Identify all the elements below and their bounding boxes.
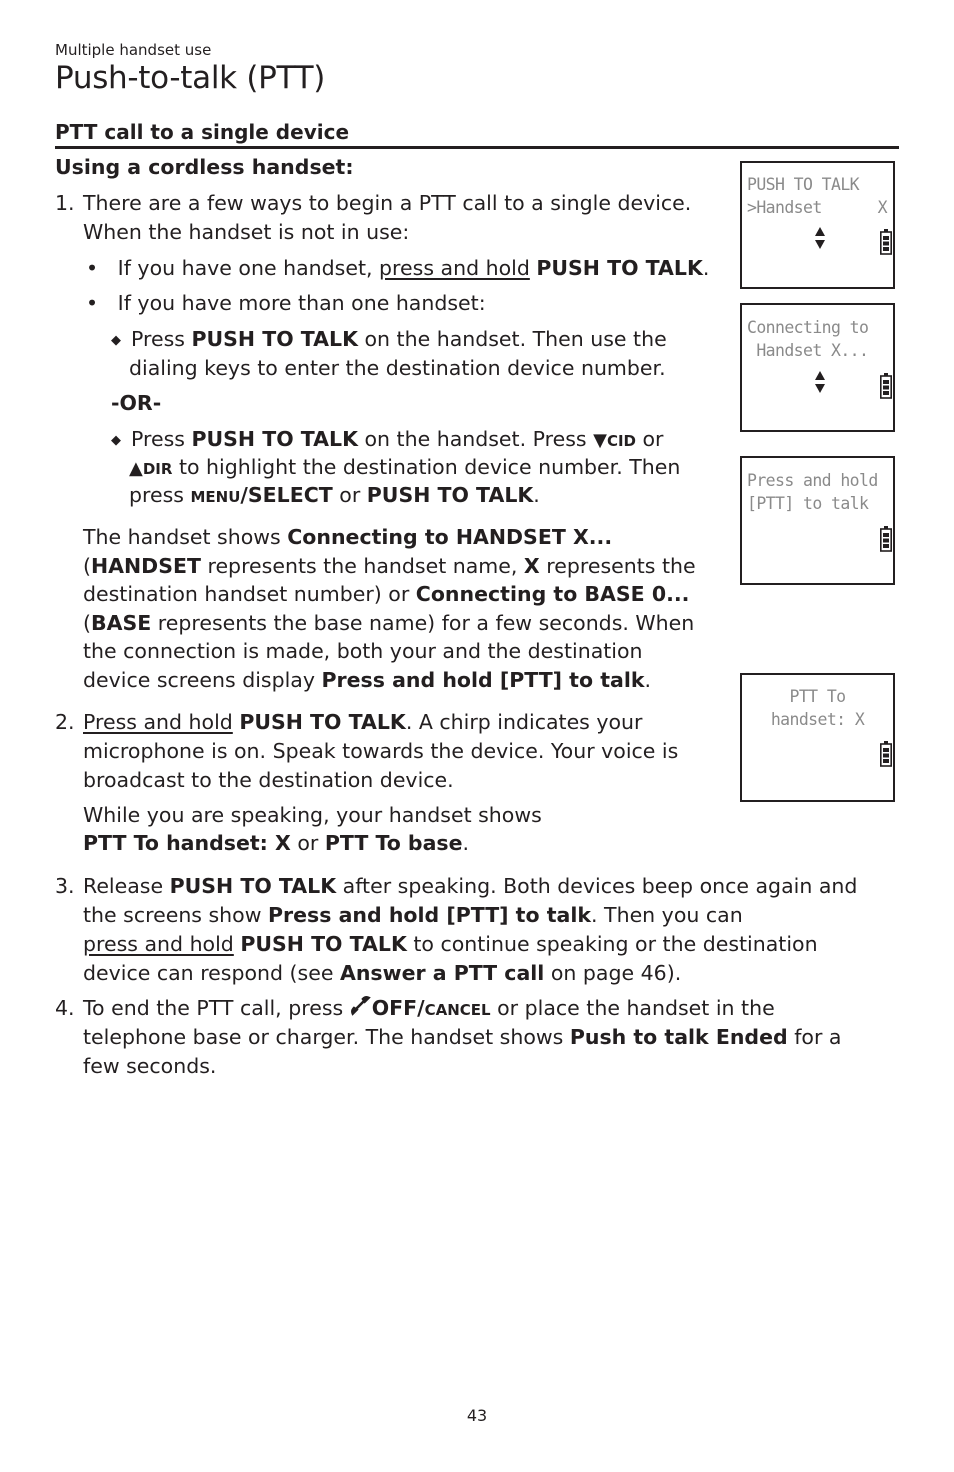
lcd-line2: handset: X <box>770 710 865 729</box>
battery-icon <box>880 741 892 767</box>
step3-line4: device can respond (see Answer a PTT call on page 46). <box>83 961 682 985</box>
step1-line1: There are a few ways to begin a PTT call to a single device. <box>83 191 692 215</box>
battery-icon <box>880 526 892 552</box>
option-item-line3: press MENU/SELECT or PUSH TO TALK. <box>129 483 540 507</box>
step-number: 2. <box>55 710 75 734</box>
step2-line2: microphone is on. Speak towards the device. Your voice is <box>83 739 679 763</box>
lcd-screen <box>740 161 895 289</box>
option-item-line2: ▲DIR to highlight the destination device number. Then <box>129 455 681 479</box>
step2-line5: PTT To handset: X or PTT To base. <box>83 831 470 855</box>
page-title: Push-to-talk (PTT) <box>55 60 326 96</box>
para-line: (BASE represents the base name) for a few seconds. When <box>83 611 695 635</box>
para-line: device screens display Press and hold [PTT] to talk. <box>83 668 652 692</box>
step3-line1: Release PUSH TO TALK after speaking. Both devices beep once again and <box>83 874 858 898</box>
step2-line4: While you are speaking, your handset shows <box>83 803 542 827</box>
step2-line1: Press and hold PUSH TO TALK. A chirp indicates your <box>83 710 643 734</box>
lcd-line1: Connecting to <box>747 318 869 337</box>
divider <box>55 146 899 149</box>
up-down-arrow-icon <box>814 369 826 395</box>
or-label: -OR- <box>111 391 162 415</box>
lcd-line1: PUSH TO TALK <box>747 175 860 194</box>
step3-line2: the screens show Press and hold [PTT] to talk. Then you can <box>83 903 743 927</box>
option-item: ◆ Press PUSH TO TALK on the handset. Then use the <box>111 325 667 356</box>
para-line: (HANDSET represents the handset name, X represents the <box>83 554 696 578</box>
step4-line1: To end the PTT call, press OFF/CANCEL or place the handset in the <box>83 996 775 1020</box>
diamond-bullet-icon: ◆ <box>111 333 121 348</box>
para-line: The handset shows Connecting to HANDSET X... <box>83 525 613 549</box>
battery-icon <box>880 373 892 399</box>
lcd-line1: PTT To <box>789 687 846 706</box>
step-number: 1. <box>55 191 75 215</box>
down-triangle-icon: ▼ <box>593 430 607 451</box>
lcd-line1: Press and hold <box>747 471 878 490</box>
page-number: 43 <box>466 1406 488 1425</box>
lcd-line2: [PTT] to talk <box>747 494 869 513</box>
lcd-line2: Handset X... <box>747 341 869 360</box>
option-item: ◆ Press PUSH TO TALK on the handset. Press ▼CID or <box>111 425 663 456</box>
step-number: 4. <box>55 996 75 1020</box>
up-down-arrow-icon <box>814 225 826 251</box>
diamond-bullet-icon: ◆ <box>111 433 121 448</box>
step1-line2: When the handset is not in use: <box>83 220 410 244</box>
lcd-screen <box>740 673 895 802</box>
step4-line3: few seconds. <box>83 1054 217 1078</box>
step2-line3: broadcast to the destination device. <box>83 768 454 792</box>
using-label: Using a cordless handset: <box>55 155 354 179</box>
para-line: destination handset number) or Connecting to BASE 0... <box>83 582 690 606</box>
lcd-line2: >Handset X <box>747 198 888 217</box>
bullet-item: • If you have one handset, press and hold PUSH TO TALK. <box>86 256 710 280</box>
up-triangle-icon: ▲ <box>129 458 143 479</box>
phone-off-icon <box>350 995 372 1017</box>
subheading: PTT call to a single device <box>55 120 350 144</box>
bullet-item: • If you have more than one handset: <box>86 291 486 315</box>
para-line: the connection is made, both your and the destination <box>83 639 643 663</box>
step3-line3: press and hold PUSH TO TALK to continue speaking or the destination <box>83 932 818 956</box>
lcd-screen <box>740 456 895 585</box>
lcd-screen <box>740 303 895 432</box>
step4-line2: telephone base or charger. The handset shows Push to talk Ended for a <box>83 1025 842 1049</box>
option-item-line2: dialing keys to enter the destination device number. <box>129 356 666 380</box>
section-label: Multiple handset use <box>55 41 212 59</box>
step-number: 3. <box>55 874 75 898</box>
battery-icon <box>880 229 892 255</box>
